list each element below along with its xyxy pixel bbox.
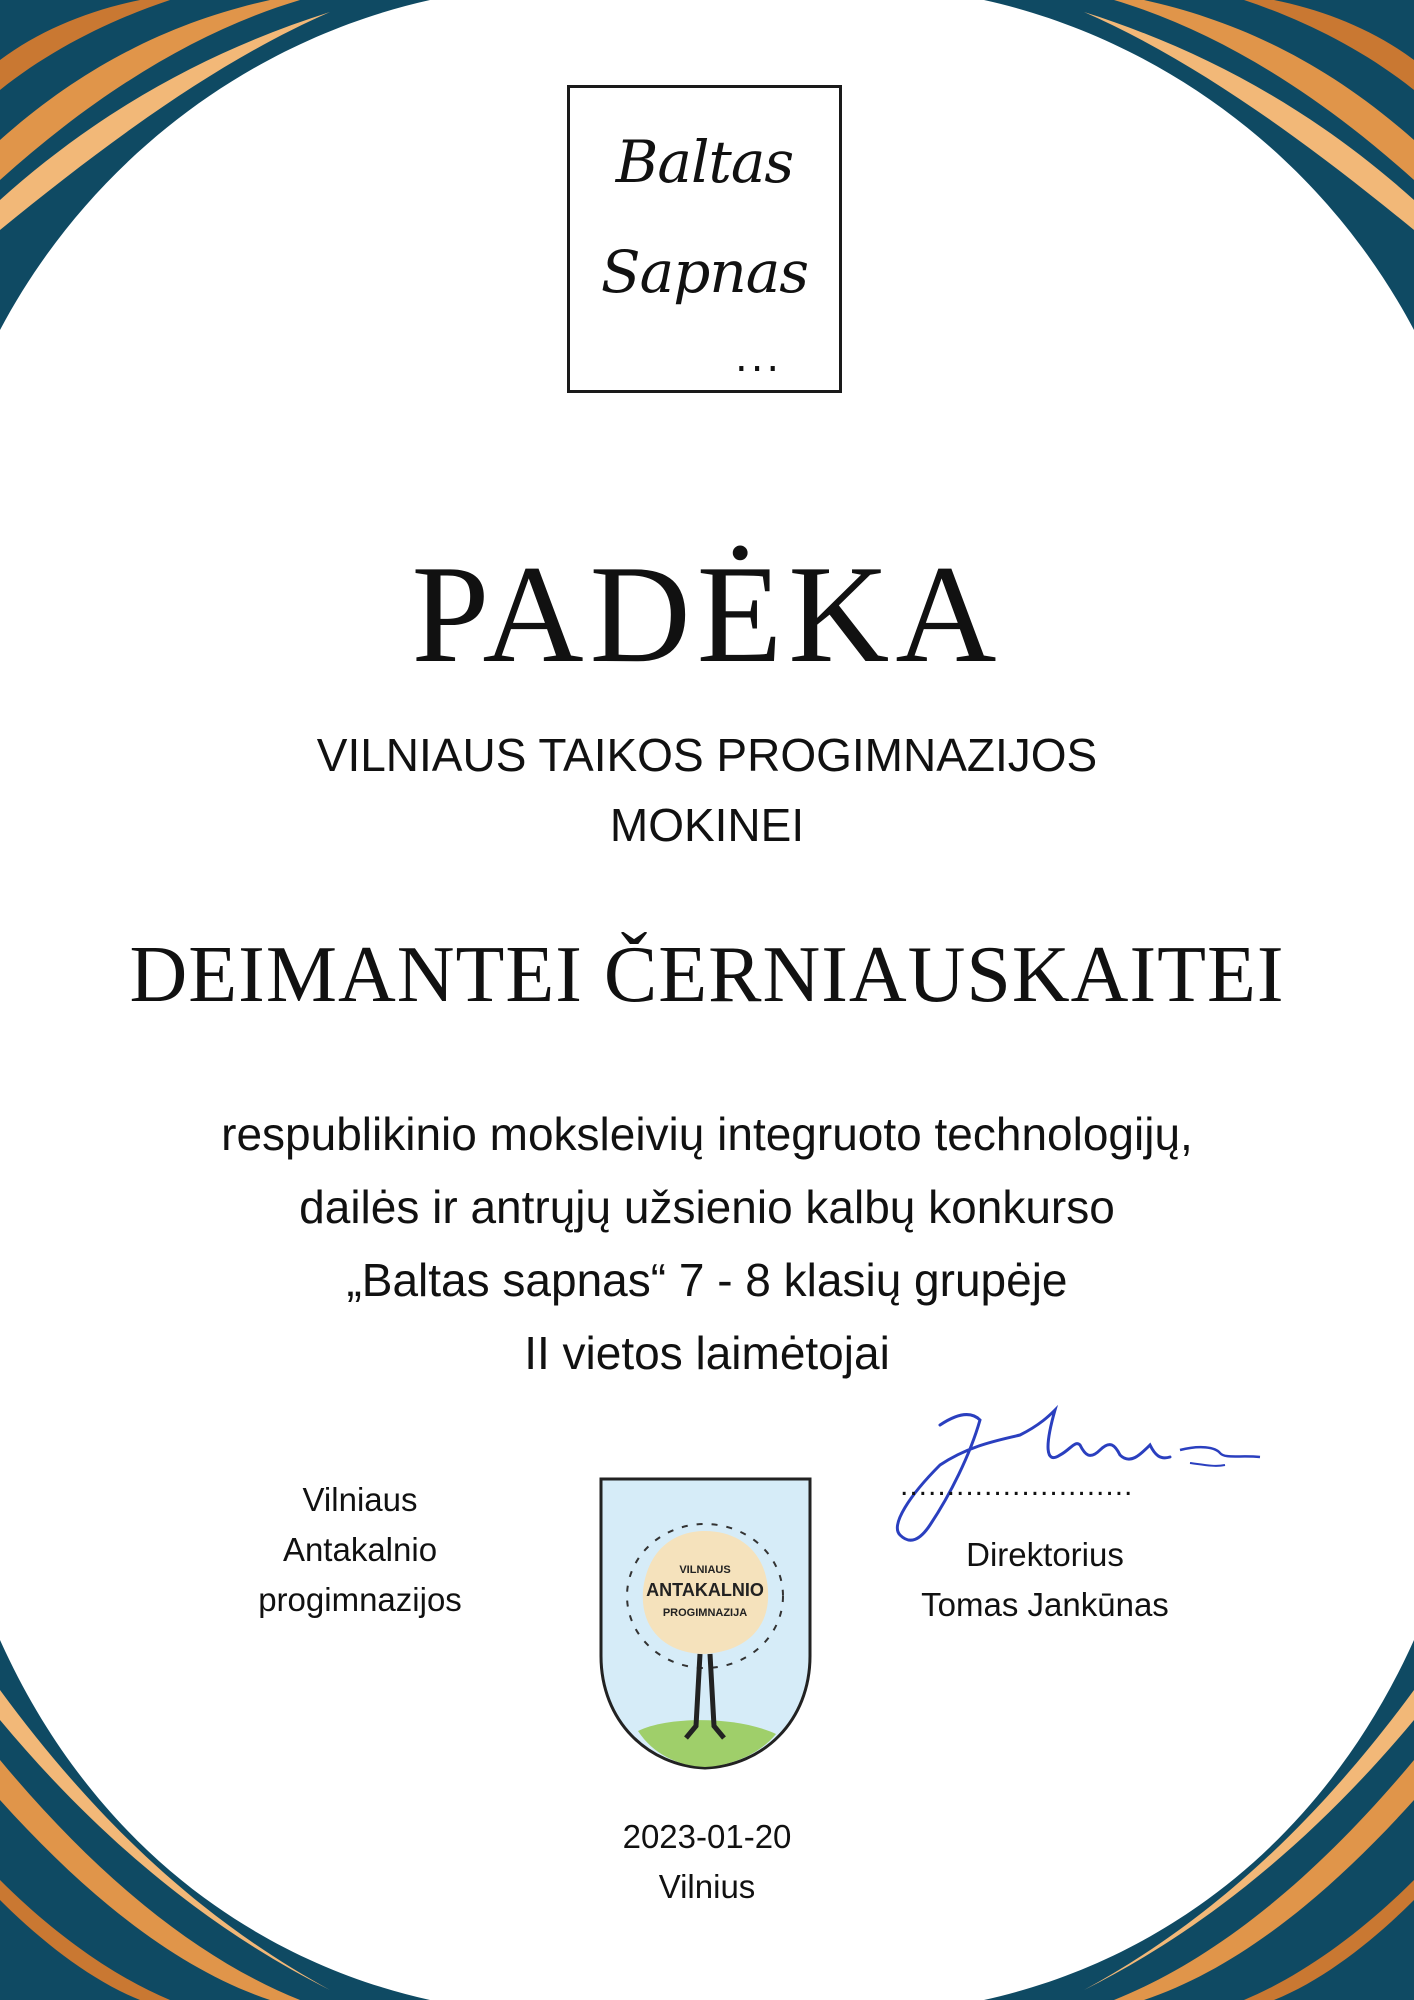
issue-date: 2023-01-20 <box>622 1818 792 1855</box>
logo-text-line1: Baltas <box>615 128 794 196</box>
school-heading <box>100 720 1314 860</box>
org-line2: Antakalnio <box>282 1531 438 1568</box>
award-line1: respublikinio moksleivių integruoto technologijų, <box>221 1108 1193 1160</box>
issuing-organization <box>190 1475 530 1625</box>
school-line1: VILNIAUS TAIKOS PROGIMNAZIJOS <box>316 729 1098 781</box>
school-crest <box>598 1476 813 1771</box>
crest-text-line3: PROGIMNAZIJA <box>662 1607 748 1619</box>
baltas-sapnas-logo <box>567 85 842 393</box>
director-role: Direktorius <box>966 1536 1124 1573</box>
issue-place: Vilnius <box>658 1868 756 1905</box>
award-line4: II vietos laimėtojai <box>524 1327 890 1379</box>
signature-line: ......................... <box>900 1469 1134 1502</box>
school-line2: MOKINEI <box>609 799 805 851</box>
logo-text-line2: Sapnas <box>600 238 809 306</box>
certificate-title: PADĖKA <box>411 537 1003 692</box>
org-line3: progimnazijos <box>258 1581 462 1618</box>
crest-text-line2: ANTAKALNIO <box>646 1580 764 1600</box>
org-line1: Vilniaus <box>302 1481 418 1518</box>
award-description <box>40 1098 1374 1390</box>
award-line2: dailės ir antrųjų užsienio kalbų konkurso <box>299 1181 1115 1233</box>
director-block <box>855 1480 1235 1630</box>
logo-dots: ... <box>735 335 783 381</box>
director-name: Tomas Jankūnas <box>921 1586 1169 1623</box>
recipient-name: DEIMANTEI ČERNIAUSKAITEI <box>129 931 1285 1019</box>
date-place <box>507 1812 907 1912</box>
crest-text-line1: VILNIAUS <box>679 1564 731 1576</box>
award-line3: „Baltas sapnas“ 7 - 8 klasių grupėje <box>346 1254 1068 1306</box>
